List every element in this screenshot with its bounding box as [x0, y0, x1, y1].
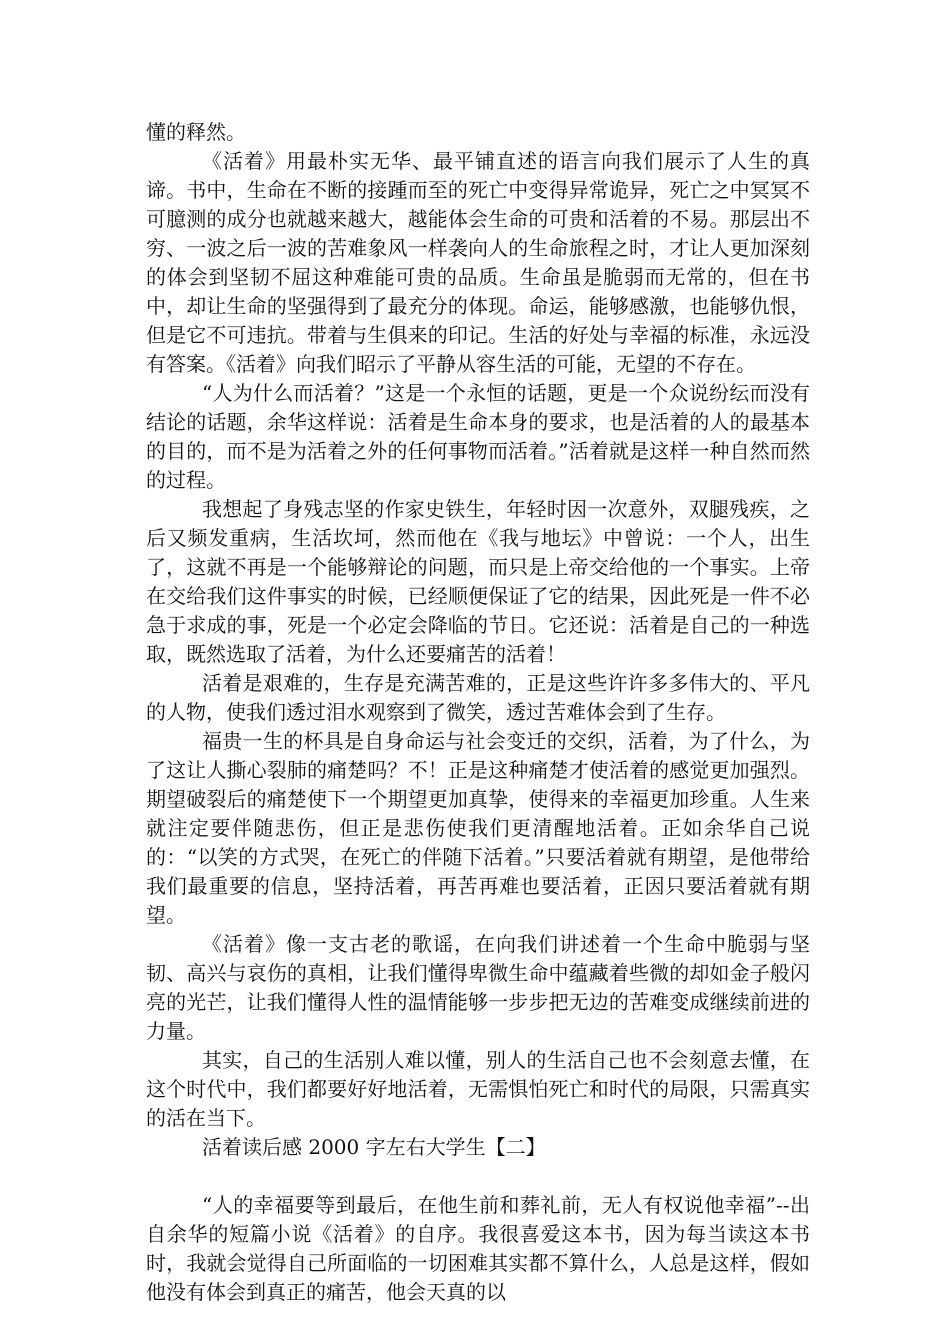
paragraph-happiness: “人的幸福要等到最后，在他生前和葬礼前，无人有权说他幸福”--出自余华的短篇小说《活着》的自序。我很喜爱这本书，因为每当读这本书时，我就会觉得自己所面临的一切困难其实都不算什么，人总是这样，假如他没有体会到真正的痛苦，他会天真的以 — [146, 1193, 810, 1304]
paragraph-ballad: 《活着》像一支古老的歌谣，在向我们讲述着一个生命中脆弱与坚韧、高兴与哀伤的真相，让我们懂得卑微生命中蕴藏着些微的却如金子般闪亮的光芒，让我们懂得人性的温情能够一步步把无边的苦难变成继续前进的力量。 — [146, 932, 810, 1043]
section-heading: 活着读后感 2000 字左右大学生【二】 — [202, 1135, 546, 1159]
paragraph-conclusion: 其实，自己的生活别人难以懂，别人的生活自己也不会刻意去懂，在这个时代中，我们都要好好地活着，无需惧怕死亡和时代的局限，只需真实的活在当下。 — [146, 1048, 810, 1130]
paragraph-continuation: 懂的释然。 — [146, 120, 246, 144]
blank-line — [146, 1162, 810, 1191]
paragraph-shi-tiesheng: 我想起了身残志坚的作家史铁生，年轻时因一次意外，双腿残疾，之后又频发重病，生活坎坷，然而他在《我与地坛》中曾说：一个人，出生了，这就不再是一个能够辩论的问题，而只是上帝交给他的一个事实。上帝在交给我们这件事实的时候，已经顺便保证了它的结果，因此死是一件不必急于求成的事，死是一个必定会降临的节日。它还说：活着是自己的一种选取，既然选取了活着，为什么还要痛苦的活着！ — [146, 497, 810, 666]
paragraph-living-hard: 活着是艰难的，生存是充满苦难的，正是这些许许多多伟大的、平凡的人物，使我们透过泪水观察到了微笑，透过苦难体会到了生存。 — [146, 671, 810, 724]
document-page — [146, 118, 810, 1307]
paragraph-huozhe-truth: 《活着》用最朴实无华、最平铺直述的语言向我们展示了人生的真谛。书中，生命在不断的接踵而至的死亡中变得异常诡异，死亡之中冥冥不可臆测的成分也就越来越大，越能体会生命的可贵和活着的不易。那层出不穷、一波之后一波的苦难象风一样袭向人的生命旅程之时，才让人更加深刻的体会到坚韧不屈这种难能可贵的品质。生命虽是脆弱而无常的，但在书中，却让生命的坚强得到了最充分的体现。命运，能够感激，也能够仇恨，但是它不可违抗。带着与生俱来的印记。生活的好处与幸福的标准，永远没有答案。《活着》向我们昭示了平静从容生活的可能，无望的不存在。 — [146, 149, 810, 376]
paragraph-why-live: “人为什么而活着？”这是一个永恒的话题，更是一个众说纷纭而没有结论的话题，余华这样说：活着是生命本身的要求，也是活着的人的最基本的目的，而不是为活着之外的任何事物而活着。”活着就是这样一种自然而然的过程。 — [146, 381, 810, 492]
paragraph-fugui: 福贵一生的杯具是自身命运与社会变迁的交织，活着，为了什么，为了这让人撕心裂肺的痛楚吗？不！正是这种痛楚才使活着的感觉更加强烈。期望破裂后的痛楚使下一个期望更加真挚，使得来的幸福更加珍重。人生来就注定要伴随悲伤，但正是悲伤使我们更清醒地活着。正如余华自己说的：“以笑的方式哭，在死亡的伴随下活着。”只要活着就有期望，是他带给我们最重要的信息，坚持活着，再苦再难也要活着，正因只要活着就有期望。 — [146, 729, 810, 927]
